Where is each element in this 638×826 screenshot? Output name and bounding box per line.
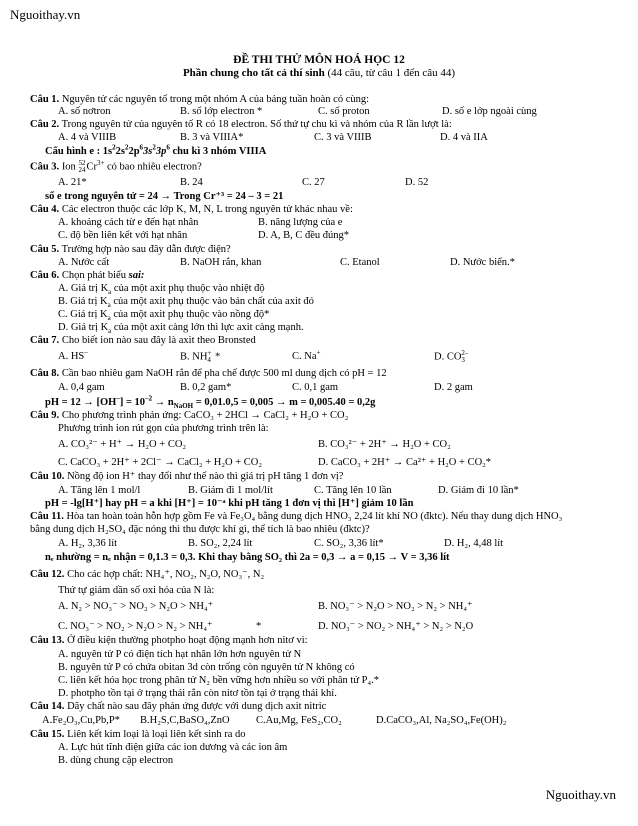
q8-option-c[interactable]: C. 0,1 gam	[292, 382, 339, 393]
q3-charge: 3+	[96, 158, 105, 167]
q10-label: Câu 10.	[30, 471, 65, 482]
q7-option-b[interactable]	[180, 350, 220, 364]
q3-option-a[interactable]: A. 21*	[58, 177, 87, 188]
q13-option-a[interactable]: A. nguyên tử P có điện tích hạt nhân lớn hơn nguyên tử N	[58, 649, 302, 660]
q5-stem	[30, 243, 622, 256]
q10-option-b[interactable]: B. Giảm đi 1 mol/lít	[188, 485, 273, 496]
q2-note-part: Cấu hình e : 1s	[45, 146, 113, 157]
q2-note-part: 2s	[115, 146, 125, 157]
q8-note	[45, 396, 622, 409]
q13-option-d[interactable]: D. photpho tồn tại ở trạng thái rắn còn nitơ tồn tại ở trạng thái khí.	[58, 688, 337, 699]
q7-b-stack	[207, 350, 211, 364]
q3-option-c[interactable]: C. 27	[302, 177, 325, 188]
q6-b-post: của một axit phụ thuộc vào bản chất của axit đó	[110, 296, 314, 307]
q6-c-post: của một axit phụ thuộc vào nồng độ*	[110, 309, 270, 320]
q6-a-pre: A. Giá trị K	[58, 283, 109, 294]
q15-text: Liên kết kim loại là loại liên kết sinh ra do	[64, 729, 246, 740]
q3-mass: 52	[78, 159, 86, 167]
q7-a-sup: –	[84, 348, 88, 357]
q4-option-a[interactable]: A. khoảng cách từ e đến hạt nhân	[58, 217, 199, 228]
q11-option-a[interactable]: A. H₂, 3,36 lít	[58, 538, 118, 549]
subtitle-rest: (44 câu, từ câu 1 đến câu 44)	[324, 67, 456, 79]
q6-d-sub: a	[108, 327, 112, 336]
q6-b-pre: B. Giá trị K	[58, 296, 108, 307]
q12-stem	[30, 568, 622, 581]
q11-label: Câu 11.	[30, 511, 64, 522]
q8-stem	[30, 367, 622, 380]
site-footer: Nguoithay.vn	[545, 787, 616, 802]
q13-option-c[interactable]: C. liên kết hóa học trong phân tử N₂ bền vững hơn nhiều so với phân tử P₄.*	[58, 675, 380, 686]
q3-post: có bao nhiêu electron?	[104, 161, 202, 173]
q7-d-text: D. CO	[434, 351, 462, 363]
q8-option-a[interactable]: A. 0,4 gam	[58, 382, 105, 393]
q12-option-c[interactable]: C. NO₃⁻ > NO₂ > N₂O > N₂ > NH₄⁺	[58, 621, 213, 632]
q3-ion: Cr	[86, 161, 97, 173]
exam-subtitle	[0, 67, 638, 79]
q7-c-sup: +	[316, 348, 321, 357]
q9-stem	[30, 409, 622, 422]
q11-stem	[30, 510, 622, 523]
q10-stem	[30, 470, 622, 483]
q10-option-c[interactable]: C. Tăng lên 10 lần	[314, 485, 392, 496]
q3-pre: Ion	[59, 161, 79, 173]
q7-text: Cho biết ion nào sau đây là axit theo Bronsted	[59, 335, 256, 346]
q12-option-c-star: *	[256, 621, 262, 632]
q4-text: Các electron thuộc các lớp K, M, N, L trong nguyên tử khác nhau về:	[59, 204, 353, 215]
q6-option-c[interactable]	[58, 308, 622, 321]
q4-label: Câu 4.	[30, 204, 60, 215]
q2-note-part: 3p	[155, 146, 167, 157]
q14-text: Dãy chất nào sau đây phản ứng được với dung dịch axit nitric	[64, 701, 327, 712]
q9-text: Cho phương trình phản ứng: CaCO₃ + 2HCl → CaCl₂ + H₂O + CO₂	[59, 410, 349, 421]
q8-note-part: ] = 10	[119, 397, 146, 408]
q7-b-sup: +	[207, 349, 212, 357]
q15-option-b[interactable]: B. dùng chung cặp electron	[58, 755, 174, 766]
q7-d-stack	[461, 350, 468, 364]
q1-option-b[interactable]: B. số lớp electron *	[180, 106, 263, 117]
q8-label: Câu 8.	[30, 368, 60, 379]
q10-option-d[interactable]: D. Giảm đi 10 lần*	[438, 485, 519, 496]
q11-option-c[interactable]: C. SO₂, 3,36 lít*	[314, 538, 384, 549]
q7-b-sub: 4	[207, 356, 211, 364]
q8-note-sup: –	[116, 394, 120, 403]
q14-label: Câu 14.	[30, 701, 65, 712]
q14-option-a[interactable]: A.Fe₂O₃,Cu,Pb,P*	[42, 715, 120, 726]
q7-d-sub: 3	[461, 356, 465, 364]
q12-order: Thứ tự giảm dần số oxi hóa của N là:	[58, 585, 215, 596]
q12-option-a[interactable]: A. N₂ > NO₃⁻ > NO₂ > N₂O > NH₄⁺	[58, 601, 214, 612]
q3-nuclide	[78, 160, 85, 174]
q11-option-d[interactable]: D. H₂, 4,48 lít	[444, 538, 504, 549]
q6-b-sub: a	[107, 301, 111, 310]
q2-label: Câu 2.	[30, 119, 60, 130]
q2-stem	[30, 118, 622, 131]
q2-note-sup: 2	[124, 143, 129, 152]
q13-label: Câu 13.	[30, 635, 65, 646]
q8-note-part: → n	[152, 397, 174, 408]
q9-option-b[interactable]: B. CO₃²⁻ + 2H⁺ → H₂O + CO₂	[318, 439, 451, 450]
q8-note-sup: –2	[145, 394, 153, 403]
q12-option-b[interactable]: B. NO₃⁻ > N₂O > NO₂ > N₂ > NH₄⁺	[318, 601, 473, 612]
q12-option-d[interactable]: D. NO₃⁻ > NO₂ > NH₄⁺ > N₂ > N₂O	[318, 621, 474, 632]
q8-text: Cần bao nhiêu gam NaOH rắn để pha chế được 500 ml dung dịch có pH = 12	[59, 368, 387, 379]
q9-label: Câu 9.	[30, 410, 60, 421]
q15-option-a[interactable]: A. Lực hút tĩnh điện giữa các ion dương và các ion âm	[58, 742, 288, 753]
q2-option-d[interactable]: D. 4 và IIA	[440, 132, 488, 143]
q9-option-c[interactable]: C. CaCO₃ + 2H⁺ + 2Cl⁻ → CaCl₂ + H₂O + CO₂	[58, 457, 263, 468]
q11-stem-2: bằng dung dịch H₂SO₄ đặc nóng thì thu được khí gì, thể tích là bao nhiêu (đktc)?	[30, 524, 370, 535]
q14-option-c[interactable]: C.Au,Mg, FeS₂,CO₂	[256, 715, 342, 726]
q14-option-b[interactable]: B.H₂S,C,BaSO₄,ZnO	[140, 715, 230, 726]
q7-option-c[interactable]	[292, 350, 320, 363]
q3-option-d[interactable]: D. 52	[405, 177, 429, 188]
q6-stem	[30, 269, 622, 282]
q8-note-part: pH = 12 → [OH	[45, 397, 117, 408]
q10-note: pH = -lg[H⁺] hay pH = a khi [H⁺] = 10⁻ᵃ khi pH tăng 1 đơn vị thì [H⁺] giảm 10 lần	[45, 498, 414, 509]
q4-option-b[interactable]: B. năng lượng của e	[258, 217, 343, 228]
q2-note-sup: 6	[166, 143, 170, 152]
q2-text: Trong nguyên tử của nguyên tố R có 18 electron. Số thứ tự chu kì và nhóm của R lần lượt là:	[59, 119, 452, 130]
q1-option-c[interactable]: C. số proton	[318, 106, 370, 117]
q11-text: Hòa tan hoàn toàn hỗn hợp gồm Fe và Fe₃O₄ bằng dung dịch HNO₃ 2,24 lít khí NO (đktc). Nếu thay dung dịch HNO₃	[63, 511, 563, 522]
q8-note-sub: NaOH	[173, 402, 194, 411]
q7-d-sup: 2–	[461, 349, 469, 357]
q2-note-sup: 6	[139, 143, 144, 152]
q7-b-tail: *	[212, 351, 221, 363]
q6-d-pre: D. Giá trị K	[58, 322, 109, 333]
q6-d-post: của một axit càng lớn thì lực axit càng mạnh.	[111, 322, 304, 333]
q4-option-d[interactable]: D. A, B, C đều đúng*	[258, 230, 350, 241]
subtitle-bold: Phần chung cho tất cả thí sinh	[182, 67, 325, 79]
q14-stem	[30, 700, 622, 713]
q6-a-post: của một axit phụ thuộc vào nhiệt độ	[111, 283, 265, 294]
q1-text: Nguyên tử các nguyên tố trong một nhóm A của bảng tuần hoàn có cùng:	[59, 94, 370, 105]
site-header: Nguoithay.vn	[10, 7, 81, 22]
q2-note-part: chu kì 3 nhóm VIIIA	[169, 146, 267, 157]
q5-text: Trường hợp nào sau đây dẫn được điện?	[59, 244, 231, 255]
q8-option-b[interactable]: B. 0,2 gam*	[180, 382, 232, 393]
q7-option-d[interactable]	[434, 350, 469, 364]
q12-text: Cho các hợp chất: NH₄⁺, NO₂, N₂O, NO₃⁻, N₂	[64, 569, 265, 580]
q9-option-d[interactable]: D. CaCO₃ + 2H⁺ → Ca²⁺ + H₂O + CO₂*	[318, 457, 492, 468]
q4-stem	[30, 203, 622, 216]
q13-text: Ở điều kiện thường photpho hoạt động mạnh hơn nitơ vì:	[64, 635, 308, 646]
q6-a-sub: a	[108, 288, 112, 297]
q6-label: Câu 6.	[30, 270, 60, 281]
q14-option-d[interactable]: D.CaCO₃,Al, Na₂SO₄,Fe(OH)₂	[376, 715, 507, 726]
q7-b-text: B. NH	[180, 351, 208, 363]
q6-option-a[interactable]	[58, 282, 622, 295]
q2-note-part: 2p	[128, 146, 140, 157]
q2-note	[45, 145, 622, 158]
q15-stem	[30, 728, 622, 741]
q9-ionic: Phương trình ion rút gọn của phương trình trên là:	[58, 423, 269, 434]
q7-option-a[interactable]	[58, 350, 88, 363]
q9-option-a[interactable]: A. CO₃²⁻ + H⁺ → H₂O + CO₂	[58, 439, 187, 450]
q6-c-sub: a	[107, 314, 111, 323]
q2-note-part: 3s	[143, 146, 153, 157]
q6-c-pre: C. Giá trị K	[58, 309, 108, 320]
q7-stem	[30, 334, 622, 347]
q5-option-b[interactable]: B. NaOH rắn, khan	[180, 257, 262, 268]
q3-label: Câu 3.	[30, 161, 60, 173]
q3-option-b[interactable]: B. 24	[180, 177, 203, 188]
q6-emph: sai:	[128, 270, 145, 281]
q13-option-b[interactable]: B. nguyên tử P có chứa obitan 3d còn trống còn nguyên tử N không có	[58, 662, 355, 673]
q2-note-sup: 2	[112, 143, 116, 152]
q5-option-c[interactable]: C. Etanol	[340, 257, 380, 268]
q5-option-a[interactable]: A. Nước cất	[58, 257, 110, 268]
q11-option-b[interactable]: B. SO₂, 2,24 lít	[188, 538, 253, 549]
q11-note: nₑ nhường = nₑ nhận = 0,1.3 = 0,3. Khi thay bằng SO₂ thì 2a = 0,3 → a = 0,15 → V = 3,36 lít	[45, 552, 450, 563]
q5-label: Câu 5.	[30, 244, 60, 255]
q4-option-c[interactable]: C. độ bền liên kết với hạt nhân	[58, 230, 188, 241]
q2-option-c[interactable]: C. 3 và VIIIB	[314, 132, 372, 143]
q7-label: Câu 7.	[30, 335, 60, 346]
q15-label: Câu 15.	[30, 729, 65, 740]
q2-option-a[interactable]: A. 4 và VIIIB	[58, 132, 117, 143]
q3-stem	[30, 160, 622, 174]
q6-option-d[interactable]	[58, 321, 622, 334]
q8-option-d[interactable]: D. 2 gam	[434, 382, 473, 393]
q2-note-sup: 2	[152, 143, 156, 152]
exam-title: ĐỀ THI THỬ MÔN HOÁ HỌC 12	[233, 54, 405, 66]
q1-label: Câu 1.	[30, 94, 60, 105]
q2-option-b[interactable]: B. 3 và VIIIA*	[180, 132, 244, 143]
q6-option-b[interactable]	[58, 295, 622, 308]
q3-number: 24	[78, 166, 86, 174]
q5-option-d[interactable]: D. Nước biển.*	[450, 257, 515, 268]
q3-note: số e trong nguyên tử = 24 → Trong Cr⁺³ = 24 – 3 = 21	[45, 191, 284, 202]
q7-a-text: A. HS	[58, 351, 85, 362]
q1-option-d[interactable]: D. số e lớp ngoài cùng	[442, 106, 537, 117]
q6-text: Chọn phát biểu	[59, 270, 129, 281]
q10-text: Nồng độ ion H⁺ thay đổi như thế nào thì giá trị pH tăng 1 đơn vị?	[64, 471, 344, 482]
q8-note-part: = 0,01.0,5 = 0,005 → m = 0,005.40 = 0,2g	[193, 397, 376, 408]
q12-label: Câu 12.	[30, 569, 65, 580]
q10-option-a[interactable]: A. Tăng lên 1 mol/l	[58, 485, 141, 496]
q13-stem	[30, 634, 622, 647]
q1-option-a[interactable]: A. số nơtron	[58, 106, 111, 117]
q7-c-text: C. Na	[292, 351, 317, 362]
